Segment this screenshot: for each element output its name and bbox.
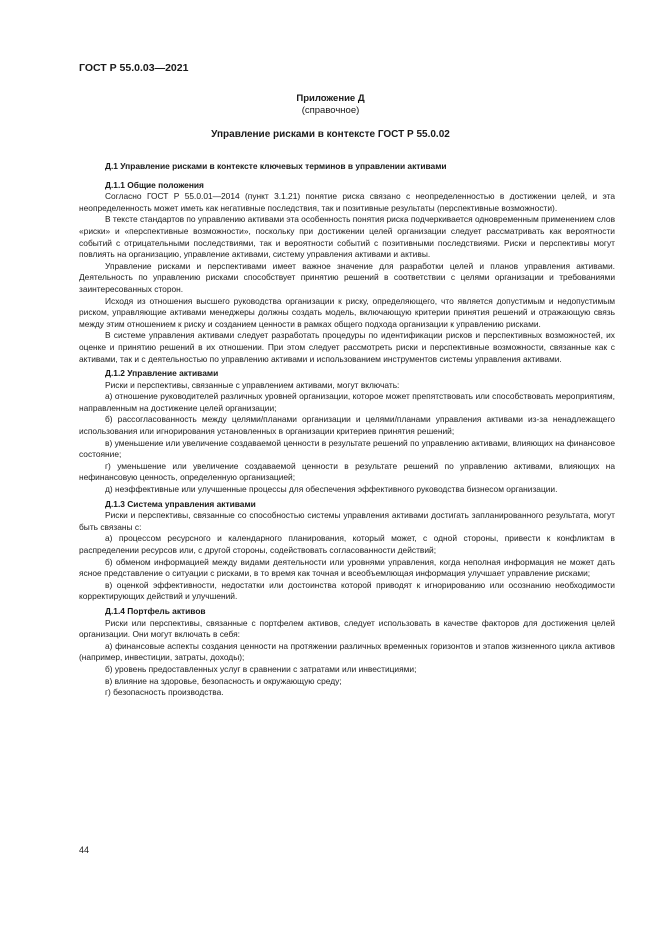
appendix-type: (справочное) bbox=[301, 105, 360, 116]
section-d14-heading: Д.1.4 Портфель активов bbox=[105, 605, 206, 616]
list-item: б) уровень предоставленных услуг в сравнении с затратами или инвестициями; bbox=[105, 663, 417, 674]
list-item: б) обменом информацией между видами деятельности или уровнями управления, когда неполная информация не может дать ясное представление о ситуации с рисками, в то время как точная и всеобъемлющая информация улучшает управление рисками; bbox=[79, 556, 615, 579]
appendix-heading bbox=[0, 93, 661, 117]
list-item: а) финансовые аспекты создания ценности на протяжении различных временных горизонтов и этапов жизненного цикла активов (например, инвестиции, затраты, доходы); bbox=[79, 640, 615, 663]
document-header: ГОСТ Р 55.0.03—2021 bbox=[79, 62, 189, 74]
section-d11-heading: Д.1.1 Общие положения bbox=[105, 179, 204, 190]
paragraph: Риски и перспективы, связанные с управлением активами, могут включать: bbox=[105, 379, 400, 390]
list-item: б) рассогласованность между целями/планами организации и целями/планами управления активами из-за ненадлежащего использования или игнорирования установленных в организации критериев принятия решений; bbox=[79, 414, 615, 437]
paragraph: В системе управления активами следует разработать процедуры по идентификации рисков и перспективных возможностей, их оценке и принятию решений в их отношении. При этом следует рассмотреть риски и перспективные возможности, связанные как с активами, так и с деятельностью по управлению активами и использованием инструментов системы управления активами. bbox=[79, 330, 615, 364]
list-item: в) влияние на здоровье, безопасность и окружающую среду; bbox=[105, 675, 342, 686]
section-d12-heading: Д.1.2 Управление активами bbox=[105, 368, 219, 379]
list-item: а) процессом ресурсного и календарного планирования, который может, с одной стороны, привести к конфликтам в распределении ресурсов или, с другой стороны, содействовать согласованности действий; bbox=[79, 533, 615, 555]
list-item: а) отношение руководителей различных уровней организации, которое может препятствовать или способствовать мероприятиям, направленным на достижение целей организации; bbox=[79, 391, 615, 413]
paragraph: Риски и перспективы, связанные со способностью системы управления активами достигать запланированного результата, могут быть связаны с: bbox=[79, 510, 615, 532]
list-item: д) неэффективные или улучшенные процессы для обеспечения эффективного руководства бизнесом организации. bbox=[105, 484, 558, 495]
paragraph: Риски или перспективы, связанные с портфелем активов, следует использовать в качестве факторов для достижения целей организации. Они могут включать в себя: bbox=[79, 617, 615, 640]
paragraph: Согласно ГОСТ Р 55.0.01—2014 (пункт 3.1.21) понятие риска связано с неопределенностью в достижении целей, и эта неопределенность может иметь как негативные последствия, так и позитивные результаты (перспективные возможности). bbox=[79, 191, 615, 213]
list-item: г) безопасность производства. bbox=[105, 687, 224, 698]
list-item: г) уменьшение или увеличение создаваемой ценности в результате решений по управлению активами, влияющих на нефинансовую ценность, определенную организацией; bbox=[79, 460, 615, 483]
list-item: в) уменьшение или увеличение создаваемой ценности в результате решений по управлению активами, влияющих на финансовое состояние; bbox=[79, 437, 615, 460]
list-item: в) оценкой эффективности, недостатки или достоинства которой приводят к игнорированию или осознанию необходимости корректирующих действий и улучшений. bbox=[79, 579, 615, 602]
paragraph: Управление рисками и перспективами имеет важное значение для разработки целей и планов управления активами. Деятельность по управлению рисками способствует принятию решений в соответствии с целями организации и требованиями заинтересованных сторон. bbox=[79, 260, 615, 294]
appendix-title: Управление рисками в контексте ГОСТ Р 55.0.02 bbox=[211, 129, 450, 140]
page-number: 44 bbox=[79, 845, 90, 855]
document-body bbox=[79, 161, 615, 699]
paragraph: В тексте стандартов по управлению активами эта особенность понятия риска подчеркивается одновременным применением слов «риски» и «перспективные возможности», поскольку при достижении целей организации следует рассматривать как вероятности событий с отрицательными последствиями, так и вероятности событий с позитивными последствиями. Риски и перспективы могут повлиять на организацию, управление активами, систему управления активами и активы. bbox=[79, 214, 616, 260]
section-d1-heading: Д.1 Управление рисками в контексте ключевых терминов в управлении активами bbox=[105, 161, 447, 171]
appendix-label: Приложение Д bbox=[296, 93, 365, 104]
paragraph: Исходя из отношения высшего руководства организации к риску, определяющего, что является допустимым и недопустимым риском, управляющие активами менеджеры должны создать модель, включающую критерии принятия решений и отражающую связь между этим отношением к риску и созданием ценности в рамках общего подхода организации к управлению рисками. bbox=[79, 295, 615, 329]
section-d13-heading: Д.1.3 Система управления активами bbox=[105, 498, 256, 509]
